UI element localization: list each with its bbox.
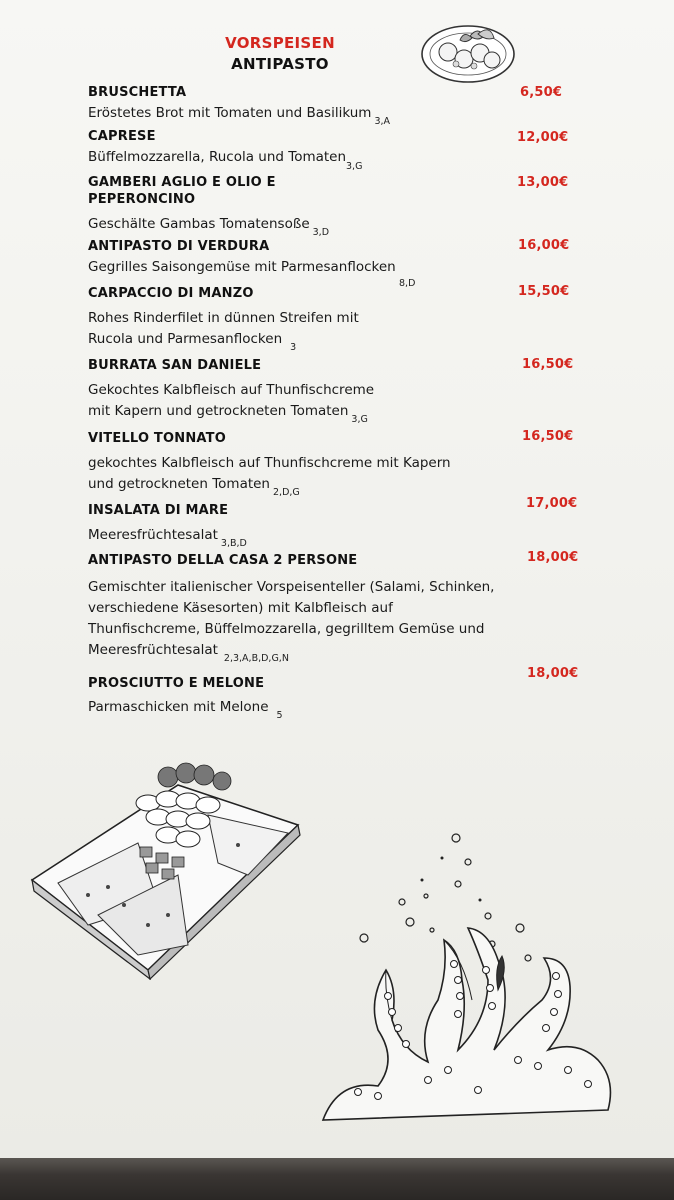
menu-item-gamberi — [88, 174, 588, 236]
menu-item-antipasto-della-casa — [88, 552, 588, 662]
item-name: VITELLO TONNATO — [88, 431, 226, 446]
item-description: Büffelmozzarella, Rucola und Tomaten — [88, 149, 347, 165]
item-description: Gekochtes Kalbfleisch auf Thunfischcreme mit Kapern und getrockneten Tomaten — [88, 382, 375, 419]
item-allergens: 3,G — [351, 414, 368, 425]
item-name: BURRATA SAN DANIELE — [88, 358, 262, 373]
item-allergens: 2,D,G — [273, 487, 300, 498]
item-price: 18,00€ — [527, 550, 579, 565]
section-title-italian: ANTIPASTO — [231, 55, 329, 73]
octopus-tentacles-illustration — [318, 800, 623, 1122]
menu-item-insalata-di-mare — [88, 502, 588, 547]
item-allergens: 3,B,D — [220, 538, 247, 549]
item-name: ANTIPASTO DELLA CASA 2 PERSONE — [88, 553, 358, 568]
item-description: Rohes Rinderfilet in dünnen Streifen mit Rucola und Parmesanflocken — [88, 310, 359, 347]
item-name: CAPRESE — [88, 129, 156, 144]
item-price: 16,50€ — [522, 429, 574, 444]
menu-item-caprese — [88, 128, 588, 172]
item-price: 17,00€ — [526, 496, 578, 511]
item-allergens: 3,A — [374, 116, 391, 127]
item-allergens: 5 — [276, 710, 283, 721]
item-allergens: 3,G — [346, 161, 363, 172]
item-description: Eröstetes Brot mit Tomaten und Basilikum — [88, 105, 372, 121]
menu-item-bruschetta — [88, 84, 588, 125]
item-description: gekochtes Kalbfleisch auf Thunfischcreme mit Kapern und getrockneten Tomaten — [88, 455, 451, 492]
caprese-plate-illustration — [418, 14, 518, 86]
item-price: 13,00€ — [517, 175, 569, 190]
item-price: 18,00€ — [527, 666, 579, 681]
menu-item-carpaccio — [88, 285, 588, 351]
item-description: Parmaschicken mit Melone — [88, 699, 269, 715]
item-price: 6,50€ — [520, 85, 563, 100]
item-price: 12,00€ — [517, 130, 569, 145]
item-price: 16,00€ — [518, 238, 570, 253]
item-allergens: 3,D — [312, 227, 330, 238]
item-name: PROSCIUTTO E MELONE — [88, 676, 265, 691]
item-description: Geschälte Gambas Tomatensoße — [88, 216, 310, 232]
menu-item-vitello-tonnato — [88, 430, 588, 496]
table-surface — [0, 1158, 674, 1200]
item-name: BRUSCHETTA — [88, 85, 187, 100]
antipasti-board-illustration — [28, 755, 303, 980]
item-name: ANTIPASTO DI VERDURA — [88, 239, 270, 254]
menu-item-antipasto-di-verdura — [88, 238, 588, 289]
item-allergens: 8,D — [399, 278, 416, 289]
item-name: CARPACCIO DI MANZO — [88, 286, 254, 301]
section-title-german: VORSPEISEN — [225, 34, 335, 52]
item-name: INSALATA DI MARE — [88, 503, 229, 518]
menu-item-prosciutto-e-melone — [88, 675, 588, 719]
item-name: GAMBERI AGLIO E OLIO E PEPERONCINO — [88, 175, 276, 207]
item-allergens: 2,3,A,B,D,G,N — [223, 653, 289, 664]
item-description: Gemischter italienischer Vorspeisenteller (Salami, Schinken, verschiedene Käsesorten) mit Kalbfleisch auf Thunfischcreme, Büffelmozzarella, gegrilltem Gemüse und Meeresfrüchtesalat — [88, 579, 495, 658]
item-description: Meeresfrüchtesalat — [88, 527, 218, 543]
item-price: 15,50€ — [518, 284, 570, 299]
item-price: 16,50€ — [522, 357, 574, 372]
menu-item-burrata — [88, 357, 588, 423]
item-allergens: 3 — [290, 342, 297, 353]
item-description: Gegrilles Saisongemüse mit Parmesanflocken — [88, 259, 396, 275]
